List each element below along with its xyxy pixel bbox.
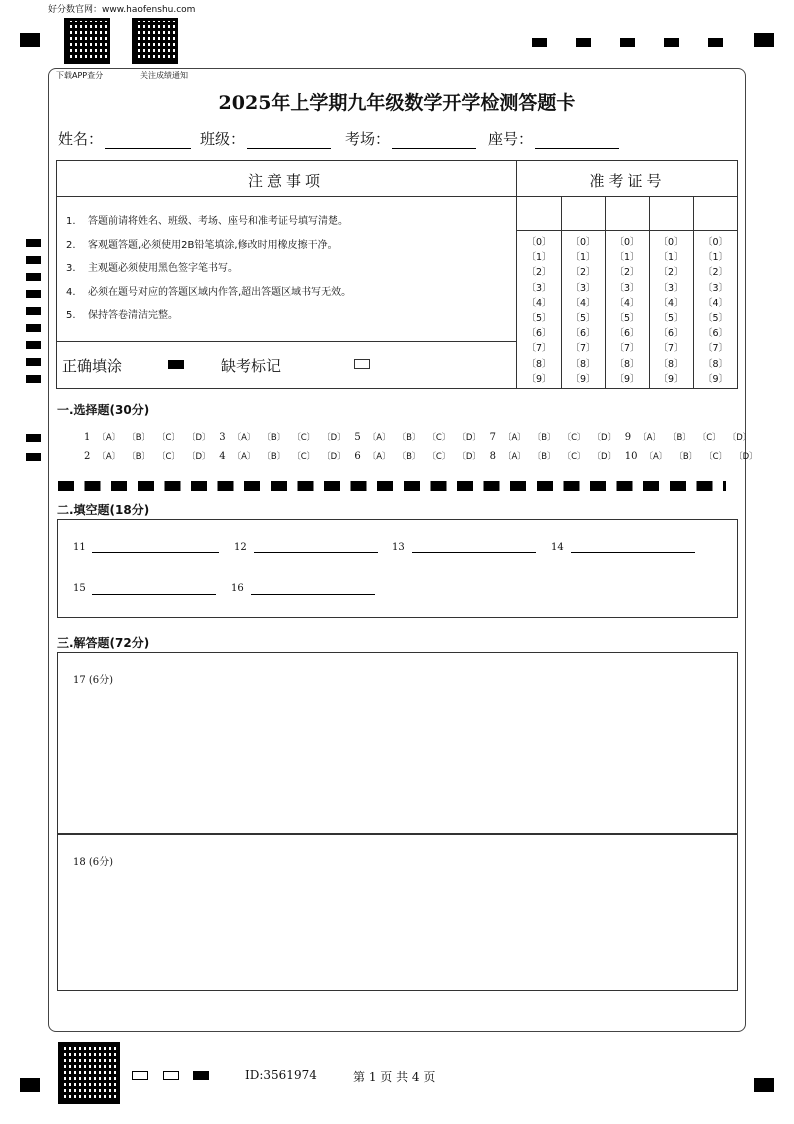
fill-answer-line[interactable] <box>412 552 536 553</box>
field-class[interactable]: 班级： <box>200 128 331 149</box>
corner-mark-top-right <box>754 33 774 47</box>
corner-mark-bottom-right <box>754 1078 774 1092</box>
notice-item: 2. 客观题答题,必须使用2B铅笔填涂,修改时用橡皮擦干净。 <box>66 239 338 251</box>
exam-id-column[interactable]: 〔0〕 〔1〕 〔2〕 〔3〕 〔4〕 〔5〕 〔6〕 〔7〕 〔8〕 〔9〕 <box>702 237 729 385</box>
corner-mark-bottom-left <box>20 1078 40 1092</box>
answer-box-17[interactable] <box>57 652 738 834</box>
choice-group[interactable]: 1 〔A〕 〔B〕 〔C〕 〔D〕 <box>84 432 211 443</box>
footer-mark-filled <box>193 1071 209 1080</box>
fill-answer-line[interactable] <box>92 594 216 595</box>
side-mark <box>26 239 41 247</box>
choice-group[interactable]: 6 〔A〕 〔B〕 〔C〕 〔D〕 <box>354 451 481 462</box>
side-mark <box>26 434 41 442</box>
qr-label-download: 下载APP查分 <box>56 71 104 80</box>
notice-item: 5. 保持答卷清洁完整。 <box>66 310 178 321</box>
choice-row-1 <box>84 431 751 443</box>
notice-item: 3. 主观题必须使用黑色签字笔书写。 <box>66 263 238 274</box>
side-mark <box>26 307 41 315</box>
choice-group[interactable]: 2 〔A〕 〔B〕 〔C〕 〔D〕 <box>84 451 211 462</box>
exam-id-column[interactable]: 〔0〕 〔1〕 〔2〕 〔3〕 〔4〕 〔5〕 〔6〕 〔7〕 〔8〕 〔9〕 <box>614 237 640 385</box>
fill-answer-line[interactable] <box>571 552 695 553</box>
corner-mark-top-left <box>20 33 40 47</box>
correct-fill-example <box>168 360 184 369</box>
fill-number: 14 <box>551 542 564 553</box>
timing-mark <box>620 38 635 47</box>
side-mark <box>26 341 41 349</box>
side-mark <box>26 375 41 383</box>
side-mark <box>26 324 41 332</box>
choice-group[interactable]: 4 〔A〕 〔B〕 〔C〕 〔D〕 <box>219 451 346 462</box>
choice-group[interactable]: 7 〔A〕 〔B〕 〔C〕 〔D〕 <box>489 432 617 443</box>
timing-mark <box>532 38 547 47</box>
side-mark <box>26 256 41 264</box>
field-seat[interactable]: 座号： <box>488 128 619 149</box>
sheet-id: ID:3561974 <box>245 1068 317 1082</box>
choice-group[interactable]: 9 〔A〕 〔B〕 〔C〕 〔D〕 <box>624 432 752 443</box>
timing-mark <box>576 38 591 47</box>
side-mark <box>26 358 41 366</box>
site-url: 好分数官网：www.haofenshu.com <box>48 5 196 15</box>
qr-code-follow <box>132 18 178 64</box>
fill-in-box <box>57 519 738 618</box>
exam-id-column[interactable]: 〔0〕 〔1〕 〔2〕 〔3〕 〔4〕 〔5〕 〔6〕 〔7〕 〔8〕 〔9〕 <box>658 237 684 385</box>
side-mark <box>26 273 41 281</box>
timing-bar <box>58 481 726 491</box>
notice-item: 1. 答题前请将姓名、班级、考场、座号和准考证号填写清楚。 <box>66 216 348 227</box>
timing-mark <box>708 38 723 47</box>
notice-header: 注意事项 <box>247 172 324 190</box>
fill-answer-line[interactable] <box>254 552 378 553</box>
qr-code-download <box>64 18 110 64</box>
fill-number: 12 <box>234 542 247 553</box>
qr-label-follow: 关注成绩通知 <box>140 71 188 80</box>
timing-mark <box>664 38 679 47</box>
fill-number: 16 <box>231 583 244 594</box>
page-title: 2025年上学期九年级数学开学检测答题卡 <box>218 92 576 114</box>
qr-code-footer <box>58 1042 120 1104</box>
choice-group[interactable]: 10 〔A〕 〔B〕 〔C〕 〔D〕 <box>624 451 758 462</box>
choice-group[interactable]: 3 〔A〕 〔B〕 〔C〕 〔D〕 <box>219 432 346 443</box>
field-room[interactable]: 考场： <box>345 128 476 149</box>
page-number: 第 1 页 共 4 页 <box>353 1070 436 1084</box>
choice-group[interactable]: 5 〔A〕 〔B〕 〔C〕 〔D〕 <box>354 432 481 443</box>
choice-group[interactable]: 8 〔A〕 〔B〕 〔C〕 〔D〕 <box>489 451 617 462</box>
fill-number: 11 <box>73 542 86 553</box>
section-fill-title: 二.填空题(18分) <box>57 503 150 517</box>
exam-id-column[interactable]: 〔0〕 〔1〕 〔2〕 〔3〕 〔4〕 〔5〕 〔6〕 〔7〕 〔8〕 〔9〕 <box>570 237 596 385</box>
exam-id-header: 准考证号 <box>589 172 666 190</box>
correct-fill-label: 正确填涂 <box>62 357 123 375</box>
notice-item: 4. 必须在题号对应的答题区域内作答,超出答题区域书写无效。 <box>66 286 352 298</box>
answer-box-18[interactable] <box>57 834 738 991</box>
exam-id-digit-columns <box>517 235 738 387</box>
exam-id-write-row-divider <box>517 230 738 231</box>
question-17-label: 17 (6分) <box>73 675 114 686</box>
notice-header-divider <box>56 196 738 197</box>
notice-list <box>66 210 511 328</box>
question-18-label: 18 (6分) <box>73 857 114 868</box>
absent-mark-checkbox[interactable] <box>354 359 370 369</box>
footer-mark-empty <box>163 1071 179 1080</box>
absent-mark-label: 缺考标记 <box>221 357 282 375</box>
fill-answer-line[interactable] <box>251 594 375 595</box>
side-mark <box>26 290 41 298</box>
section-solve-title: 三.解答题(72分) <box>57 636 150 650</box>
fill-number: 13 <box>392 542 405 553</box>
section-choice-title: 一.选择题(30分) <box>57 403 150 417</box>
exam-id-column[interactable]: 〔0〕 〔1〕 〔2〕 〔3〕 〔4〕 〔5〕 〔6〕 〔7〕 〔8〕 〔9〕 <box>526 237 552 385</box>
field-name[interactable]: 姓名： <box>58 128 191 149</box>
choice-row-2 <box>84 450 758 462</box>
fill-answer-line[interactable] <box>92 552 219 553</box>
footer-mark-empty <box>132 1071 148 1080</box>
notice-fill-divider <box>56 341 516 342</box>
side-mark <box>26 453 41 461</box>
fill-number: 15 <box>73 583 86 594</box>
